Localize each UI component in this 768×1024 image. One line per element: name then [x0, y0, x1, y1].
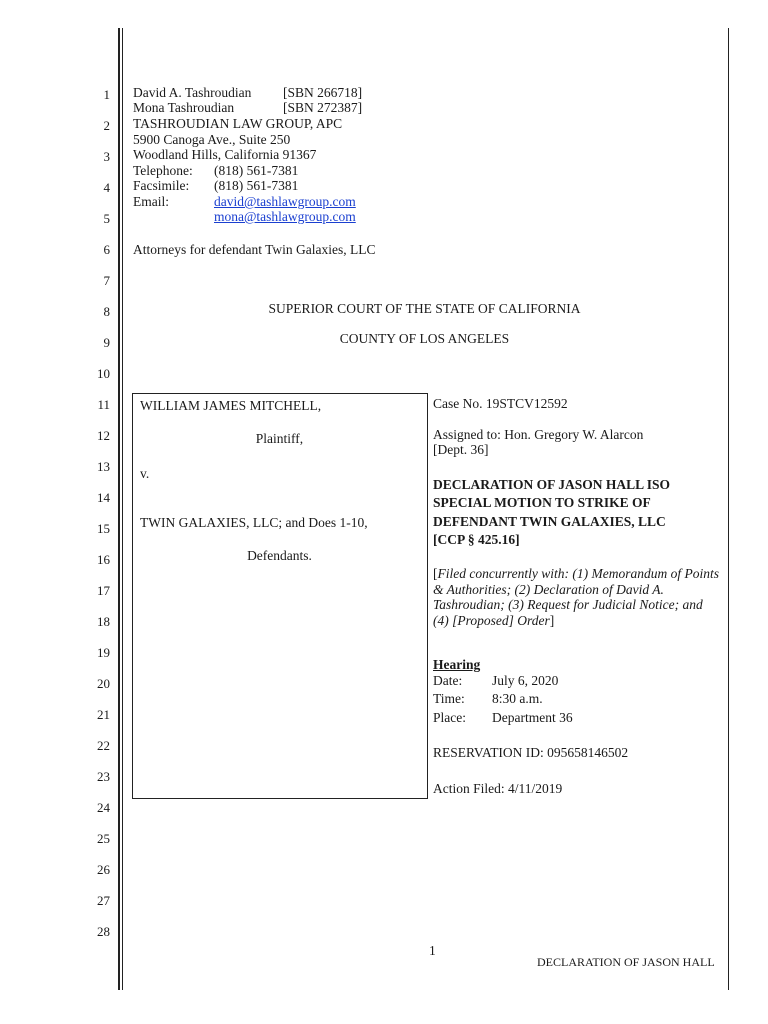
hearing-time-value: 8:30 a.m. [492, 691, 543, 706]
line-number: 19 [97, 645, 110, 660]
assigned-department: [Dept. 36] [433, 442, 489, 457]
line-number: 13 [97, 459, 110, 474]
line-number: 27 [97, 893, 110, 908]
telephone-label: Telephone: [133, 163, 193, 178]
line-number: 23 [97, 769, 110, 784]
line-number: 22 [97, 738, 110, 753]
facsimile-label: Facsimile: [133, 178, 190, 193]
versus: v. [140, 466, 150, 481]
line-number: 10 [97, 366, 110, 381]
court-county: COUNTY OF LOS ANGELES [339, 331, 510, 346]
filed-concurrently-text: Filed concurrently with: (1) Memorandum of Points & Authorities; (2) Declaration of David A. Tashroudian; (3) Request for Judicial Notice; and (4) [Proposed] Order [433, 566, 719, 628]
hearing-heading: Hearing [433, 657, 481, 672]
line-number: 1 [103, 87, 110, 102]
left-margin-rule-inner [122, 28, 123, 990]
line-number: 12 [97, 428, 110, 443]
attorney-name: Mona Tashroudian [133, 100, 235, 115]
line-number: 2 [103, 118, 110, 133]
caption-box [132, 393, 428, 799]
document-title-line: DECLARATION OF JASON HALL ISO [433, 477, 671, 492]
right-margin-rule [728, 28, 729, 990]
court-name: SUPERIOR COURT OF THE STATE OF CALIFORNIA [268, 301, 581, 316]
filed-bracket-close: ] [549, 612, 555, 628]
line-number: 25 [97, 831, 110, 846]
line-number: 7 [103, 273, 110, 288]
email-link[interactable]: mona@tashlawgroup.com [214, 209, 356, 224]
assigned-judge: Assigned to: Hon. Gregory W. Alarcon [433, 427, 644, 442]
filed-concurrently-note [433, 566, 721, 628]
line-number: 15 [97, 521, 110, 536]
firm-name: TASHROUDIAN LAW GROUP, APC [133, 116, 343, 131]
filed-bracket-open: [ [433, 566, 438, 581]
footer-title: DECLARATION OF JASON HALL [537, 955, 715, 969]
firm-address-line: 5900 Canoga Ave., Suite 250 [133, 132, 291, 147]
facsimile-number: (818) 561-7381 [214, 178, 299, 193]
line-number: 8 [103, 304, 110, 319]
line-number: 21 [97, 707, 110, 722]
document-title-line: DEFENDANT TWIN GALAXIES, LLC [433, 514, 666, 529]
attorney-bar-number: [SBN 266718] [283, 85, 363, 100]
line-number: 14 [97, 490, 110, 505]
line-number: 4 [103, 180, 110, 195]
line-number: 28 [97, 924, 110, 939]
line-number: 6 [103, 242, 110, 257]
email-label: Email: [133, 194, 169, 209]
line-number: 3 [103, 149, 110, 164]
firm-address-line: Woodland Hills, California 91367 [133, 147, 317, 162]
hearing-time-label: Time: [433, 691, 465, 706]
hearing-place-label: Place: [433, 710, 466, 725]
line-number: 18 [97, 614, 110, 629]
hearing-date-value: July 6, 2020 [492, 673, 559, 688]
line-number: 5 [103, 211, 110, 226]
left-margin-rule [118, 28, 120, 990]
hearing-date-label: Date: [433, 673, 463, 688]
defendant-name: TWIN GALAXIES, LLC; and Does 1-10, [140, 515, 368, 530]
line-number: 9 [103, 335, 110, 350]
line-number: 17 [97, 583, 110, 598]
attorney-name: David A. Tashroudian [133, 85, 252, 100]
document-title-line: [CCP § 425.16] [433, 532, 520, 547]
attorney-bar-number: [SBN 272387] [283, 100, 363, 115]
hearing-place-value: Department 36 [492, 710, 573, 725]
line-number: 11 [97, 397, 110, 412]
line-number: 26 [97, 862, 110, 877]
reservation-id: RESERVATION ID: 095658146502 [433, 745, 629, 760]
plaintiff-name: WILLIAM JAMES MITCHELL, [140, 398, 322, 413]
line-number: 20 [97, 676, 110, 691]
defendant-label: Defendants. [247, 548, 312, 563]
email-link[interactable]: david@tashlawgroup.com [214, 194, 356, 209]
case-number: Case No. 19STCV12592 [433, 396, 568, 411]
attorneys-for-line: Attorneys for defendant Twin Galaxies, LLC [133, 242, 376, 257]
page-number: 1 [429, 943, 436, 958]
action-filed-date: Action Filed: 4/11/2019 [433, 781, 563, 796]
telephone-number: (818) 561-7381 [214, 163, 299, 178]
line-number: 24 [97, 800, 110, 815]
plaintiff-label: Plaintiff, [255, 431, 304, 446]
line-number: 16 [97, 552, 110, 567]
document-title-line: SPECIAL MOTION TO STRIKE OF [433, 495, 651, 510]
